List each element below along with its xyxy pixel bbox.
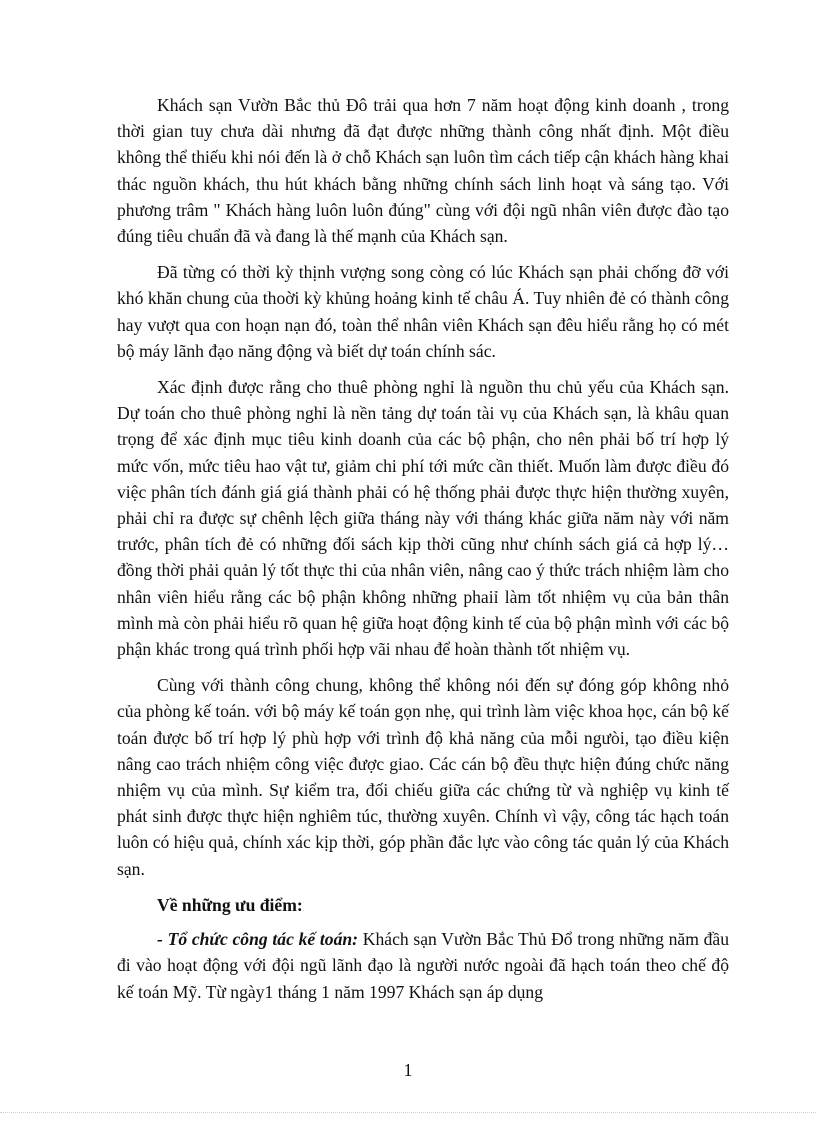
paragraph-4: Cùng với thành công chung, không thể không nói đến sự đóng góp không nhỏ của phòng kế toán. với bộ máy kế toán gọn nhẹ, qui trình làm việc khoa học, cán bộ kế toán được bố trí hợp lý phù hợp với trình độ khả năng của mỗi ngưòi, tạo điều kiện nâng cao trách nhiệm công việc được giao. Các cán bộ đều thực hiện đúng chức năng nhiệm vụ của mình. Sự kiểm tra, đối chiếu giữa các chứng từ và nghiệp vụ kinh tế phát sinh được thực hiện nghiêm túc, thường xuyên. Chính vì vậy, công tác hạch toán luôn có hiệu quả, chính xác kịp thời, góp phần đắc lực vào công tác quản lý của Khách sạn. [117, 675, 729, 879]
paragraph-5-text: Khách sạn Vườn Bắc Thủ Đổ trong những năm đầu đi vào hoạt động với đội ngũ lãnh đạo là người nước ngoài đã hạch toán theo chế độ kế toán Mỹ. Từ ngày1 tháng 1 năm 1997 Khách sạn áp dụng [117, 929, 730, 1002]
paragraph-2: Đã từng có thời kỳ thịnh vượng song còng có lúc Khách sạn phải chống đỡ với khó khăn chung của thoời kỳ khủng hoảng kinh tế châu Á. Tuy nhiên đẻ có thành công hay vượt qua con hoạn nạn đó, toàn thể nhân viên Khách sạn đêu hiểu rằng họ có mét bộ máy lãnh đạo năng động và biết dự toán chính sác. [117, 262, 729, 361]
paragraph-5-lead: - Tổ chức công tác kế toán: [157, 929, 359, 950]
document-body [117, 92, 729, 1015]
page-number: 1 [403, 1060, 413, 1080]
paragraph-5 [117, 926, 729, 1005]
advantages-heading: Về những ưu điểm: [157, 894, 303, 915]
paragraph-3: Xác định được rằng cho thuê phòng nghỉ là nguồn thu chủ yếu của Khách sạn. Dự toán cho thuê phòng nghỉ là nền tảng dự toán tài vụ của Khách sạn, là khâu quan trọng để xác định mục tiêu kinh doanh của các bộ phận, cho nên phải bố trí hợp lý mức vốn, mức tiêu hao vật tư, giảm chi phí tới mức cần thiết. Muốn làm được điều đó việc phân tích đánh giá giá thành phải có hệ thống phải được thực hiện thường xuyên, phải chỉ ra được sự chênh lệch giữa tháng này với tháng khác giữa năm này với năm trước, phân tích đẻ có những đối sách kịp thời cũng như chính sách giá cả hợp lý… đồng thời phải quản lý tốt thực thi của nhân viên, nâng cao ý thức trách nhiệm làm cho nhân viên hiểu rằng các bộ phận không những phaiỉ làm tốt nhiệm vụ của bản thân mình mà còn phải hiểu rõ quan hệ giữa hoạt động kinh tế của bộ phận mình với các bộ phận khác trong quá trình phối hợp vãi nhau để hoàn thành tốt nhiệm vụ. [117, 377, 729, 660]
paragraph-1: Khách sạn Vườn Bắc thủ Đô trải qua hơn 7 năm hoạt động kinh doanh , trong thời gian tuy chưa dài nhưng đã đạt được những thành công nhất định. Một điều không thể thiếu khi nói đến là ở chỗ Khách sạn luôn tìm cách tiếp cận khách hàng khai thác nguồn khách, thu hút khách bằng những chính sách linh hoạt và sáng tạo. Với phương trâm " Khách hàng luôn luôn đúng" cùng với đội ngũ nhân viên được đào tạo đúng tiêu chuẩn đã và đang là thế mạnh của Khách sạn. [117, 95, 729, 247]
page-bottom-divider [0, 1112, 816, 1113]
